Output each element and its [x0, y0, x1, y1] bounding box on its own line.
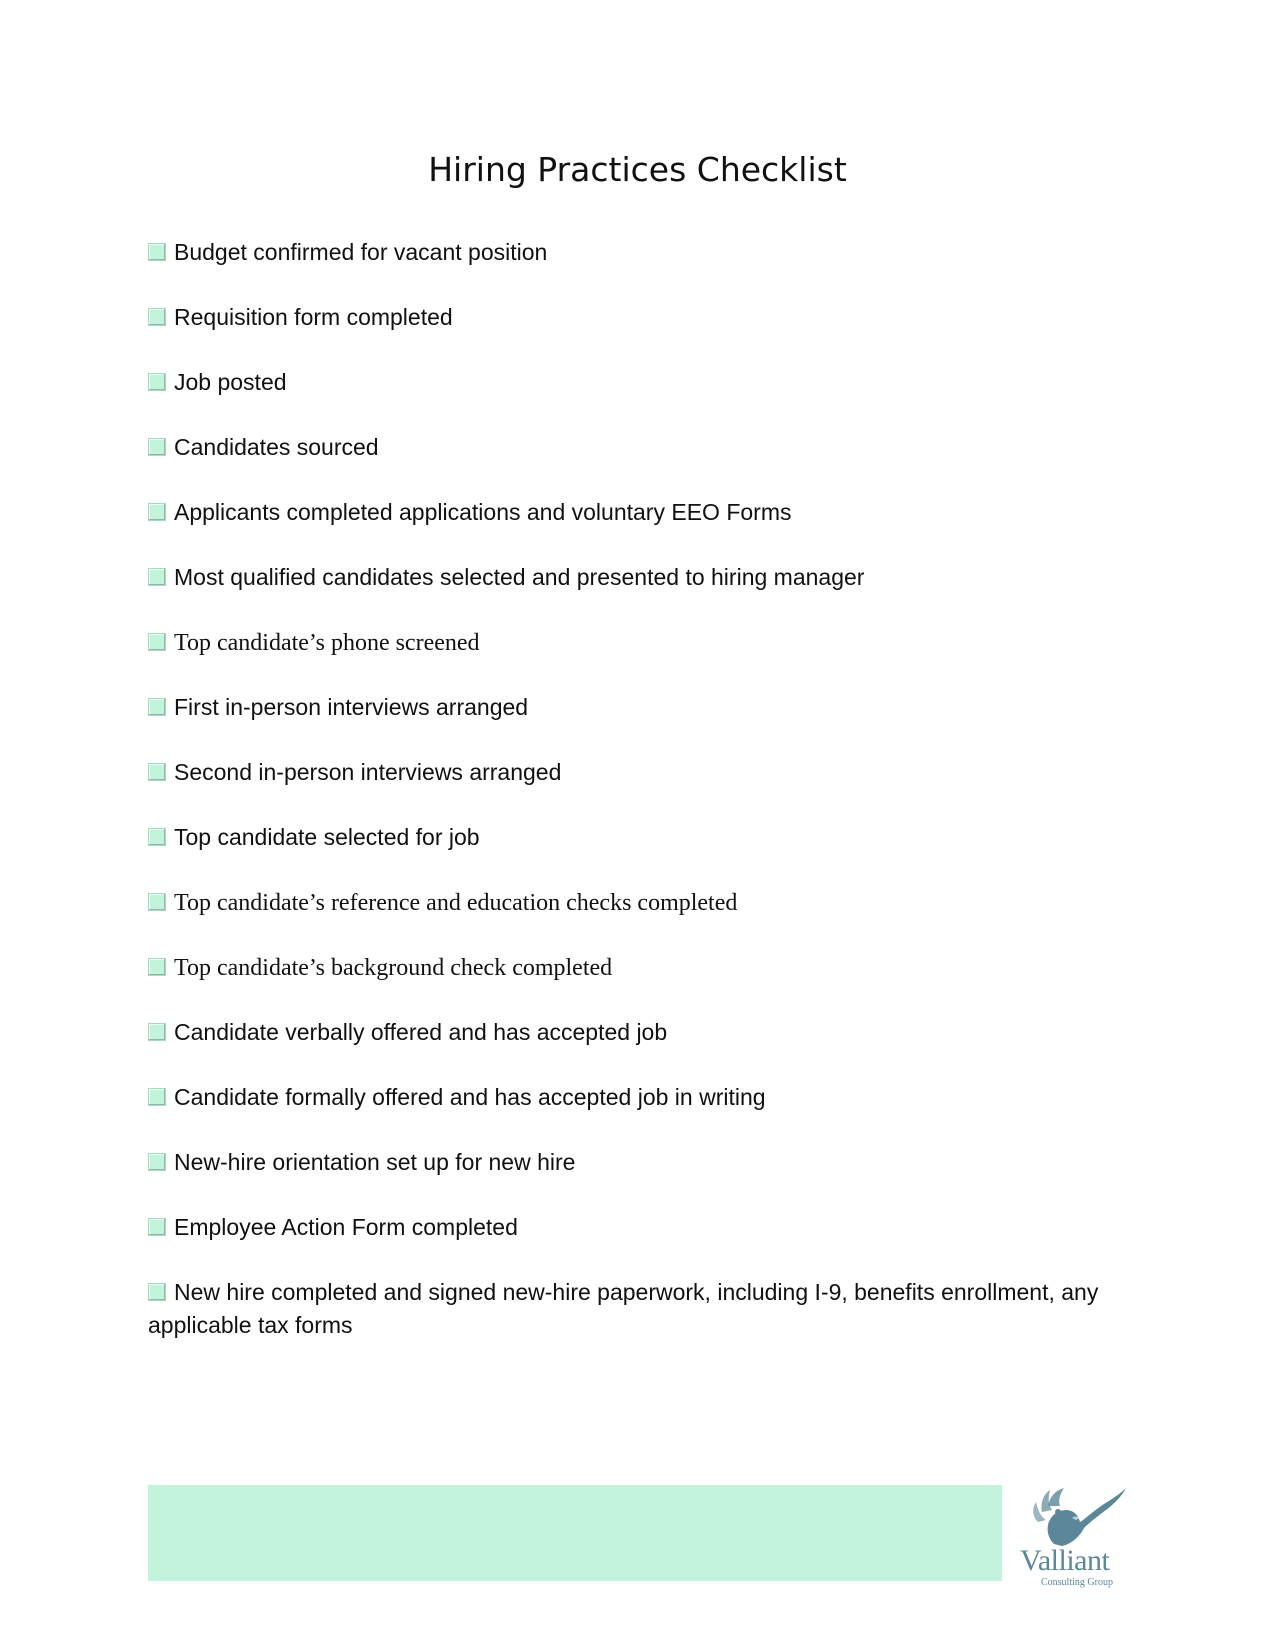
checkbox[interactable] [148, 828, 166, 846]
checkbox[interactable] [148, 373, 166, 391]
checklist-item-label: Most qualified candidates selected and presented to hiring manager [174, 564, 865, 590]
checklist-item [148, 301, 1108, 366]
checklist-item [148, 1081, 1108, 1146]
footer-band [148, 1485, 1002, 1581]
checkbox[interactable] [148, 1283, 166, 1301]
hiring-checklist [148, 236, 1108, 1342]
checklist-item [148, 1146, 1108, 1211]
checklist-item [148, 1016, 1108, 1081]
checklist-item [148, 496, 1108, 561]
checklist-item-label: Candidate formally offered and has accepted job in writing [174, 1084, 766, 1110]
checkbox[interactable] [148, 1153, 166, 1171]
checklist-item [148, 886, 1108, 951]
checklist-item [148, 1276, 1108, 1342]
checklist-item-label: Top candidate’s phone screened [174, 630, 480, 656]
checklist-item-label: New hire completed and signed new-hire paperwork, including I-9, benefits enrollment, any applicable tax forms [148, 1279, 1099, 1338]
checklist-item-label: First in-person interviews arranged [174, 694, 529, 720]
checklist-item [148, 366, 1108, 431]
checklist-item [148, 431, 1108, 496]
page-title: Hiring Practices Checklist [428, 150, 847, 189]
checkbox[interactable] [148, 958, 166, 976]
checklist-item-label: Employee Action Form completed [174, 1214, 518, 1240]
logo-name: Valliant [1020, 1544, 1110, 1577]
checklist-item-label: Top candidate’s background check completed [174, 955, 613, 981]
checklist-item-label: Top candidate selected for job [174, 824, 480, 850]
checklist-item [148, 951, 1108, 1016]
checklist-item [148, 756, 1108, 821]
checklist-item [148, 626, 1108, 691]
checklist-item [148, 1211, 1108, 1276]
checkbox[interactable] [148, 568, 166, 586]
checkbox[interactable] [148, 893, 166, 911]
checklist-item-label: Requisition form completed [174, 304, 453, 330]
checkbox[interactable] [148, 1023, 166, 1041]
checkbox[interactable] [148, 243, 166, 261]
checkbox[interactable] [148, 698, 166, 716]
checklist-item-label: Candidate verbally offered and has accepted job [174, 1019, 668, 1045]
checklist-item [148, 236, 1108, 301]
checklist-item-label: Applicants completed applications and voluntary EEO Forms [174, 499, 792, 525]
checklist-item-label: Budget confirmed for vacant position [174, 239, 548, 265]
checklist-item-label: Candidates sourced [174, 434, 379, 460]
checklist-item-label: Second in-person interviews arranged [174, 759, 562, 785]
checkbox[interactable] [148, 633, 166, 651]
bird-logo-icon [1014, 1482, 1134, 1552]
checkbox[interactable] [148, 763, 166, 781]
checklist-item [148, 821, 1108, 886]
checkbox[interactable] [148, 503, 166, 521]
checklist-item [148, 561, 1108, 626]
checkbox[interactable] [148, 1088, 166, 1106]
logo-subtitle: Consulting Group [1041, 1577, 1113, 1588]
checklist-item [148, 691, 1108, 756]
checklist-item-label: Job posted [174, 369, 287, 395]
checkbox[interactable] [148, 438, 166, 456]
checkbox[interactable] [148, 308, 166, 326]
checklist-item-label: New-hire orientation set up for new hire [174, 1149, 576, 1175]
checkbox[interactable] [148, 1218, 166, 1236]
company-logo [1014, 1482, 1134, 1592]
checklist-item-label: Top candidate’s reference and education checks completed [174, 890, 738, 916]
